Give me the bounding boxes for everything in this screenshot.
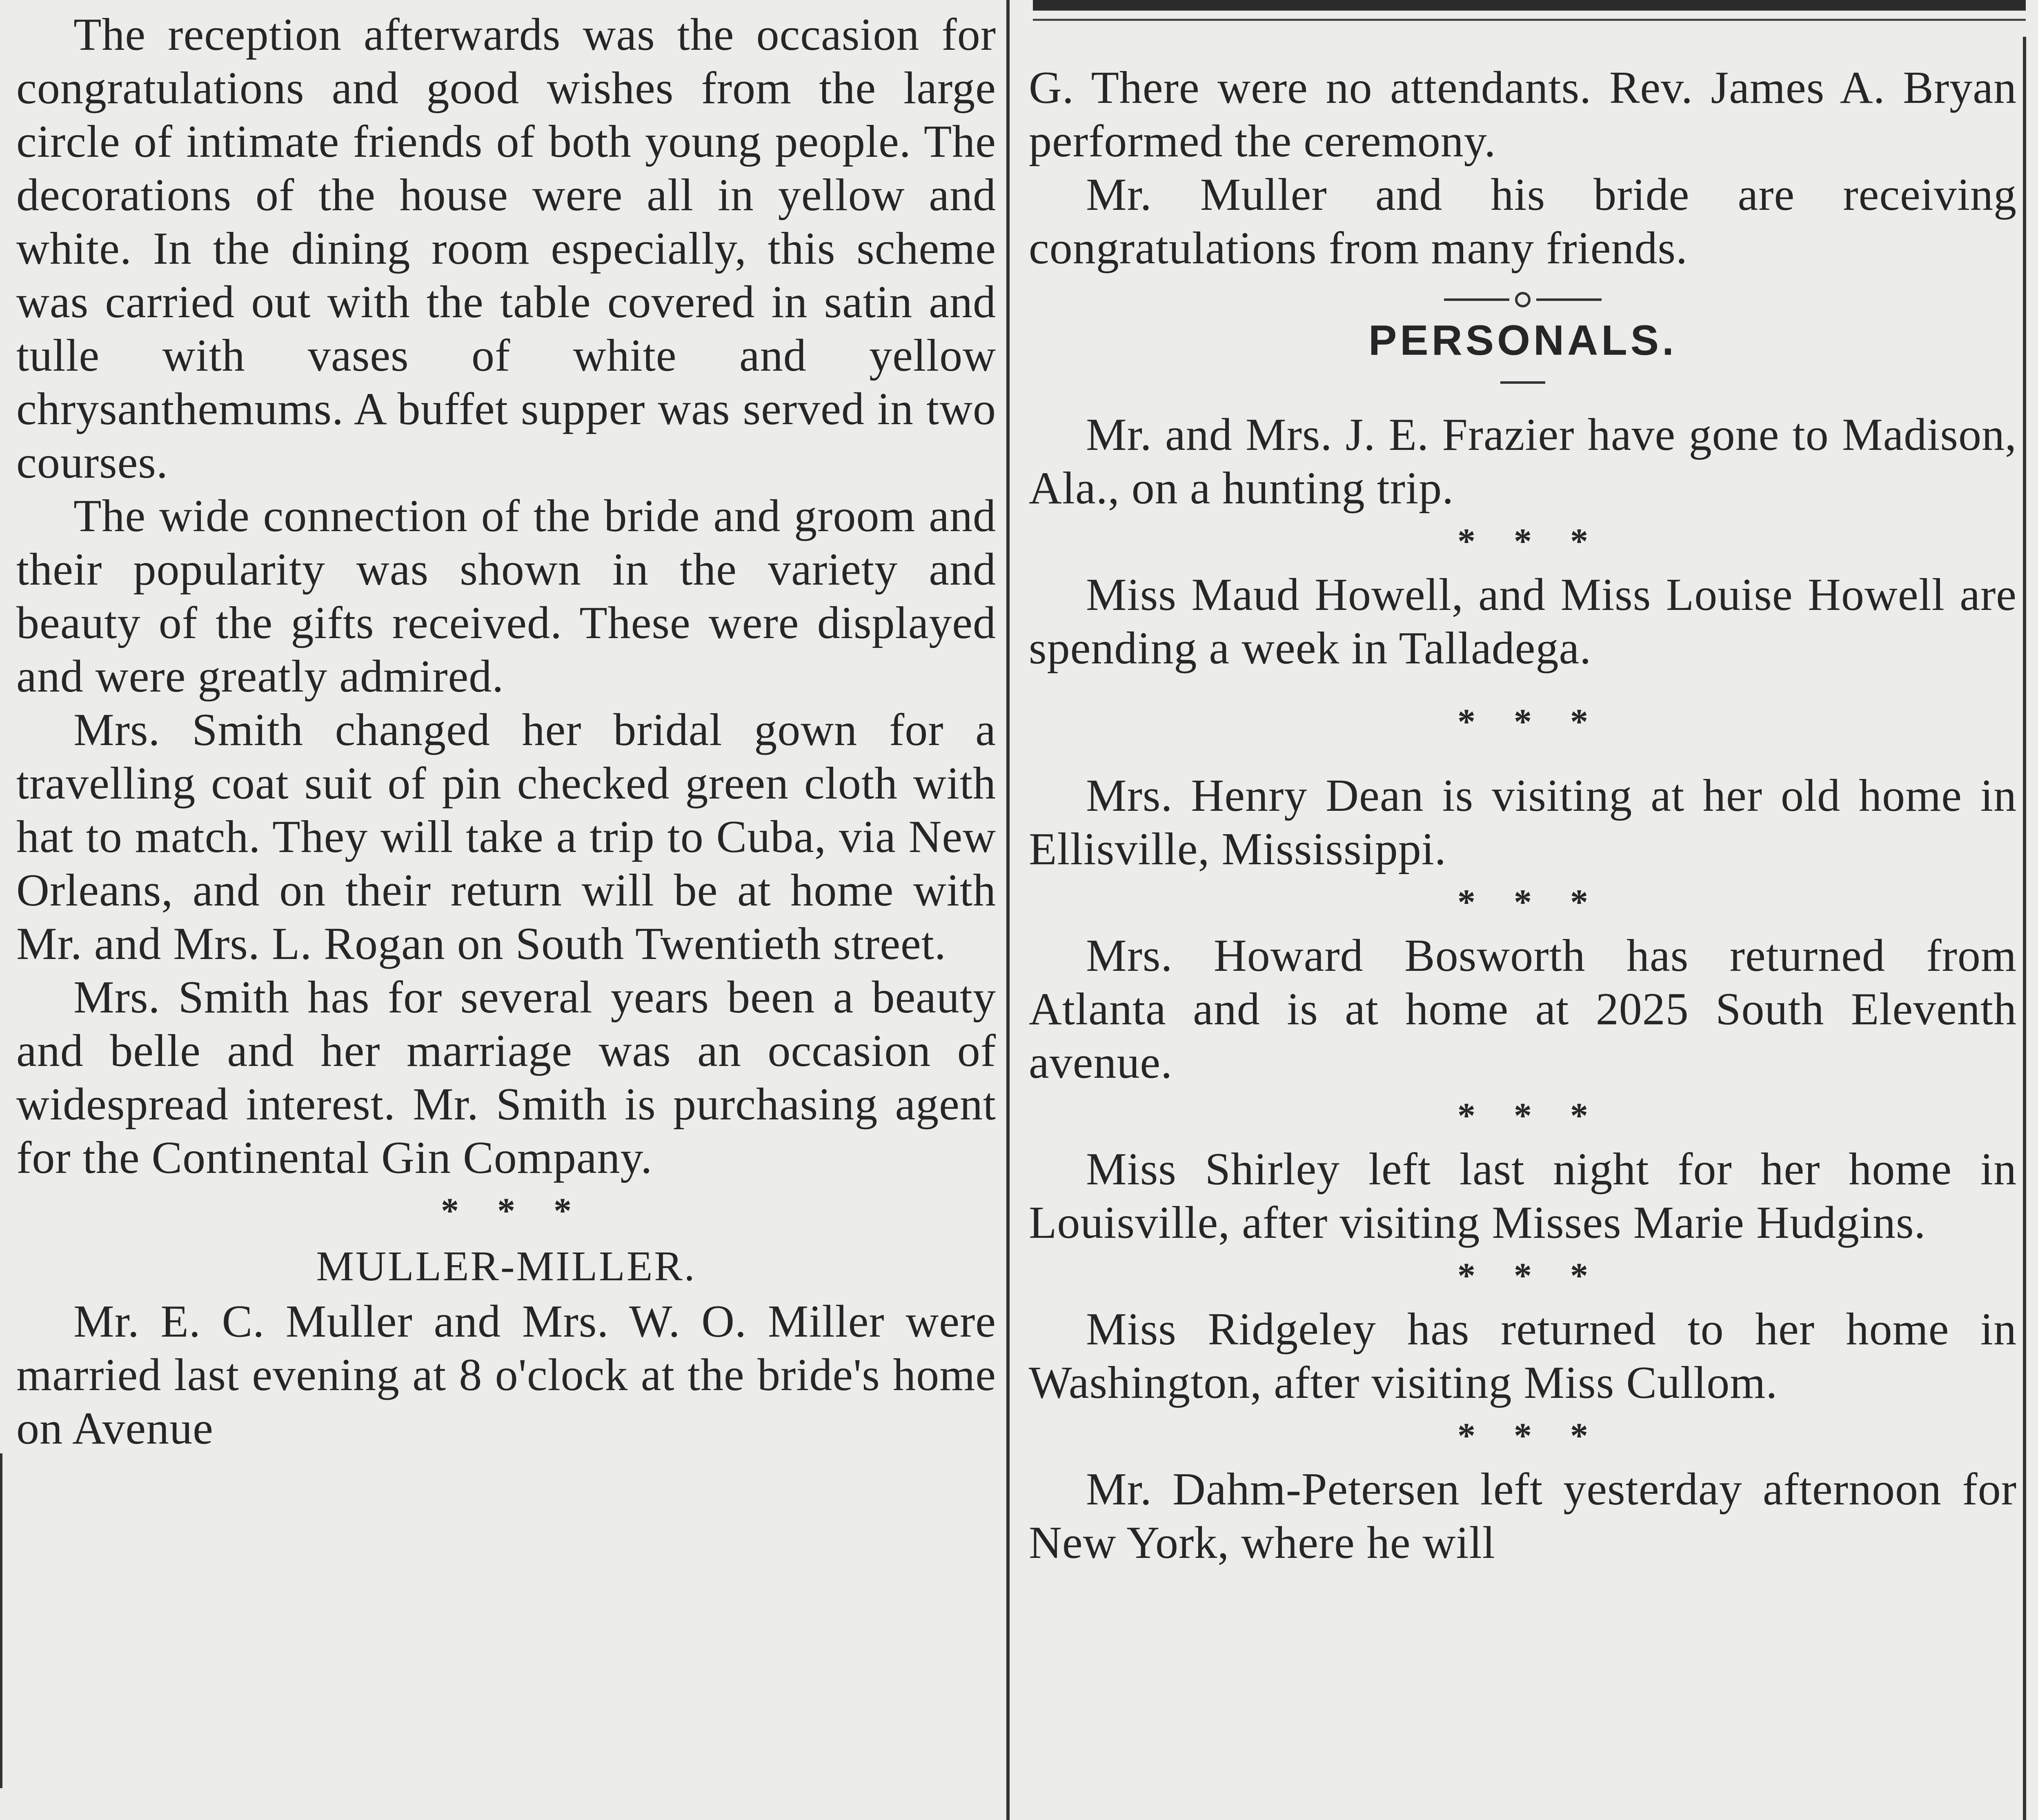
article-paragraph: The reception afterwards was the occasion for congratulations and good wishes from the large circle of intimate friends of both young people. The decorations of the house were all in yellow and white. In the dining room especially, this scheme was carried out with the table covered in satin and tulle with vases of white and yellow chrysanthemums. A buffet supper was served in two courses. bbox=[16, 9, 996, 488]
item-separator: * * * bbox=[1457, 1256, 1603, 1296]
item-separator: * * * bbox=[1457, 522, 1603, 561]
section-heading: MULLER-MILLER. bbox=[316, 1243, 696, 1290]
heading-dash bbox=[1500, 381, 1545, 384]
left-border bbox=[0, 1453, 2, 1788]
right-border bbox=[2023, 37, 2026, 1820]
personal-item: Mr. and Mrs. J. E. Frazier have gone to Madison, Ala., on a hunting trip. bbox=[1029, 409, 2017, 514]
article-paragraph: Mr. E. C. Muller and Mrs. W. O. Miller were married last evening at 8 o'clock at the bride's home on Avenue bbox=[16, 1296, 996, 1454]
personals-heading: PERSONALS. bbox=[1368, 317, 1678, 364]
item-separator: * * * bbox=[1457, 702, 1603, 742]
ornament-circle bbox=[1515, 292, 1531, 307]
personal-item: Miss Ridgeley has returned to her home in Washington, after visiting Miss Cullom. bbox=[1029, 1304, 2017, 1408]
right-column bbox=[1029, 0, 2017, 1570]
personal-item: Mrs. Howard Bosworth has returned from Atlanta and is at home at 2025 South Eleventh avenue. bbox=[1029, 930, 2017, 1088]
ornament-line bbox=[1536, 298, 1602, 301]
personal-item: Mr. Dahm-Petersen left yesterday afternoon for New York, where he will bbox=[1029, 1464, 2017, 1568]
item-separator: * * * bbox=[1457, 1096, 1603, 1136]
article-paragraph: Mr. Muller and his bride are receiving congratulations from many friends. bbox=[1029, 169, 2017, 274]
article-paragraph: Mrs. Smith has for several years been a beauty and belle and her marriage was an occasion of widespread interest. Mr. Smith is purchasing agent for the Continental Gin Company. bbox=[16, 972, 996, 1183]
spacer bbox=[1029, 749, 2017, 769]
column-divider bbox=[1006, 0, 1010, 1820]
personal-item: Miss Maud Howell, and Miss Louise Howell are spending a week in Talladega. bbox=[1029, 570, 2017, 674]
section-separator: * * * bbox=[441, 1191, 586, 1231]
item-separator: * * * bbox=[1457, 883, 1603, 922]
spacer bbox=[1029, 675, 2017, 696]
article-paragraph: The wide connection of the bride and groom and their popularity was shown in the variety and beauty of the gifts received. These were displayed and were greatly admired. bbox=[16, 491, 996, 702]
article-paragraph: Mrs. Smith changed her bridal gown for a travelling coat suit of pin checked green cloth with hat to match. They will take a trip to Cuba, via New Orleans, and on their return will be at home with Mr. and Mrs. L. Rogan on South Twentieth street. bbox=[16, 705, 996, 969]
article-paragraph: G. There were no attendants. Rev. James A. Bryan performed the ceremony. bbox=[1029, 62, 2017, 167]
personal-item: Miss Shirley left last night for her home in Louisville, after visiting Misses Marie Hudgins. bbox=[1029, 1144, 2017, 1248]
left-column bbox=[16, 0, 996, 1455]
ornament-divider bbox=[1029, 287, 2017, 312]
item-separator: * * * bbox=[1457, 1416, 1603, 1456]
ornament-line bbox=[1444, 298, 1509, 301]
personal-item: Mrs. Henry Dean is visiting at her old home in Ellisville, Mississippi. bbox=[1029, 770, 2017, 874]
